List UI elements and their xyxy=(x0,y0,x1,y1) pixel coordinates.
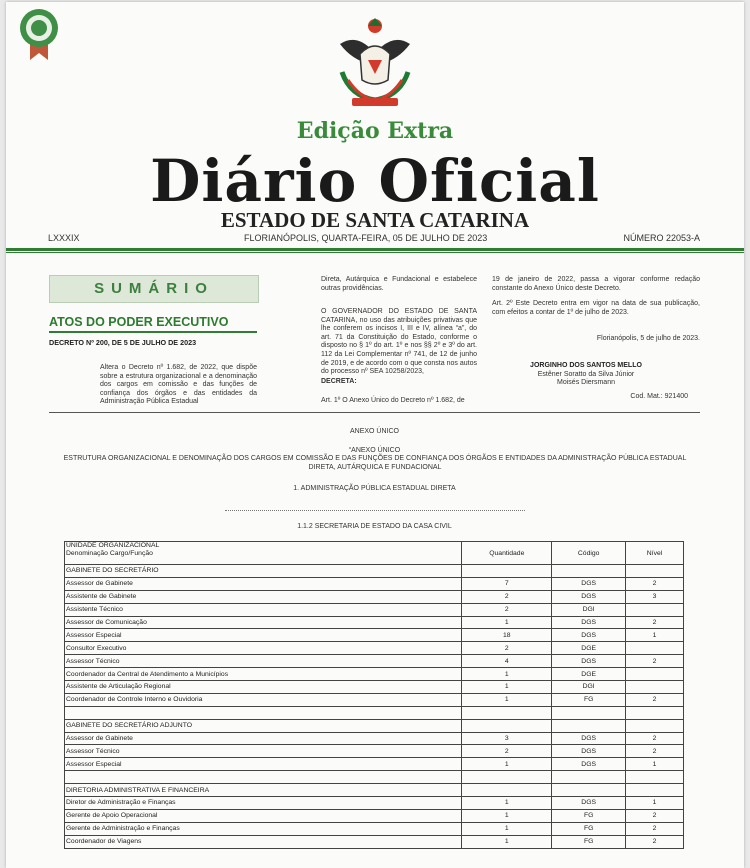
cell-level: 2 xyxy=(626,616,684,629)
cell-denomination: Assistente Técnico xyxy=(65,603,462,616)
cell-code: FG xyxy=(552,835,626,848)
section-row xyxy=(65,719,684,732)
volume-number: LXXXIX xyxy=(48,233,80,243)
blank-cell xyxy=(552,771,626,784)
annex-subpart: 1.1.2 SECRETARIA DE ESTADO DA CASA CIVIL xyxy=(297,523,452,530)
cell-denomination: Assessor de Gabinete xyxy=(65,732,462,745)
section-empty-cell xyxy=(462,565,552,578)
cell-denomination: Assessor Especial xyxy=(65,758,462,771)
cell-level: 1 xyxy=(626,797,684,810)
blank-row xyxy=(65,771,684,784)
table-row xyxy=(65,732,684,745)
cell-code: DGE xyxy=(552,668,626,681)
article-1-continued: 19 de janeiro de 2022, passa a vigorar conforme redação constante do Anexo Único deste Decreto. xyxy=(492,276,700,292)
cell-denomination: Assessor Técnico xyxy=(65,745,462,758)
cell-quantity: 2 xyxy=(462,745,552,758)
blank-cell xyxy=(626,706,684,719)
cell-code: FG xyxy=(552,822,626,835)
cell-code: DGS xyxy=(552,758,626,771)
cell-level xyxy=(626,681,684,694)
signer-3: Moisés Diersmann xyxy=(557,379,615,386)
cell-code: FG xyxy=(552,809,626,822)
cell-code: DGS xyxy=(552,616,626,629)
section-heading: ATOS DO PODER EXECUTIVO xyxy=(49,315,229,329)
cod-mat: Cod. Mat.: 921400 xyxy=(630,393,688,400)
table-row xyxy=(65,681,684,694)
cell-level: 1 xyxy=(626,629,684,642)
cell-level xyxy=(626,668,684,681)
header-unit xyxy=(65,542,462,565)
header-quantity: Quantidade xyxy=(462,542,552,565)
cell-denomination: Assistente de Gabinete xyxy=(65,590,462,603)
cell-quantity: 1 xyxy=(462,693,552,706)
table-row xyxy=(65,797,684,810)
coat-of-arms-icon xyxy=(330,14,420,112)
header-rule xyxy=(6,248,744,251)
cell-level: 2 xyxy=(626,577,684,590)
cell-denomination: Gerente de Administração e Finanças xyxy=(65,822,462,835)
cell-level xyxy=(626,642,684,655)
table-row xyxy=(65,693,684,706)
blank-cell xyxy=(552,706,626,719)
section-row xyxy=(65,565,684,578)
cell-level: 2 xyxy=(626,732,684,745)
table-row xyxy=(65,745,684,758)
decree-ementa: Altera o Decreto nº 1.682, de 2022, que dispõe sobre a estrutura organizacional e a denominação dos cargos em comissão e das funções de confiança dos órgãos e das entidades da Administração Pública Estadual xyxy=(100,364,257,406)
decree-preamble: O GOVERNADOR DO ESTADO DE SANTA CATARINA, no uso das atribuições privativas que lhe conferem os incisos I, III e IV, alínea “a”, do art. 71 da Constituição do Estado, conforme o disposto no § 1º do art. 1º e nos §§ 2º e 3º do art. 112 da Lei Complementar nº 741, de 12 de junho de 2019, e de acordo com o que consta nos autos do processo nº SEA 10258/2023, xyxy=(321,308,477,376)
annex-table xyxy=(64,541,684,849)
newspaper-title: Diário Oficial xyxy=(150,147,600,215)
cell-quantity: 1 xyxy=(462,809,552,822)
cell-quantity: 1 xyxy=(462,822,552,835)
table-row xyxy=(65,629,684,642)
cell-quantity: 1 xyxy=(462,681,552,694)
header-code: Código xyxy=(552,542,626,565)
cell-quantity: 2 xyxy=(462,590,552,603)
table-row xyxy=(65,603,684,616)
cell-level: 2 xyxy=(626,809,684,822)
cell-denomination: Gerente de Apoio Operacional xyxy=(65,809,462,822)
table-row xyxy=(65,835,684,848)
cell-quantity: 1 xyxy=(462,668,552,681)
section-empty-cell xyxy=(552,719,626,732)
section-empty-cell xyxy=(462,719,552,732)
section-empty-cell xyxy=(626,719,684,732)
cell-quantity: 1 xyxy=(462,616,552,629)
cell-level: 2 xyxy=(626,822,684,835)
cell-denomination: Assessor de Comunicação xyxy=(65,616,462,629)
cell-denomination: Assessor Especial xyxy=(65,629,462,642)
annex-heading-quoted: “ANEXO ÚNICO xyxy=(348,447,401,454)
cell-quantity: 1 xyxy=(462,797,552,810)
cell-code: DGS xyxy=(552,797,626,810)
signer-2: Estêner Soratto da Silva Júnior xyxy=(537,370,635,378)
blank-row xyxy=(65,706,684,719)
section-empty-cell xyxy=(552,784,626,797)
award-badge-icon xyxy=(18,6,60,62)
section-name: GABINETE DO SECRETÁRIO ADJUNTO xyxy=(65,719,462,732)
cell-quantity: 7 xyxy=(462,577,552,590)
cell-denomination: Assessor de Gabinete xyxy=(65,577,462,590)
cell-code: DGI xyxy=(552,681,626,694)
cell-level: 3 xyxy=(626,590,684,603)
cell-level: 2 xyxy=(626,745,684,758)
section-empty-cell xyxy=(626,784,684,797)
cell-code: DGS xyxy=(552,577,626,590)
cell-quantity: 2 xyxy=(462,603,552,616)
header-unit-label: UNIDADE ORGANIZACIONAL xyxy=(66,542,160,549)
table-row xyxy=(65,642,684,655)
section-empty-cell xyxy=(552,565,626,578)
cell-denomination: Assessor Técnico xyxy=(65,655,462,668)
blank-cell xyxy=(462,771,552,784)
cell-code: DGS xyxy=(552,655,626,668)
cell-quantity: 18 xyxy=(462,629,552,642)
section-name: GABINETE DO SECRETÁRIO xyxy=(65,565,462,578)
table-row xyxy=(65,758,684,771)
section-row xyxy=(65,784,684,797)
annex-part: 1. ADMINISTRAÇÃO PÚBLICA ESTADUAL DIRETA xyxy=(293,485,456,492)
cell-code: DGS xyxy=(552,629,626,642)
state-name: ESTADO DE SANTA CATARINA xyxy=(220,208,530,232)
cell-code: DGS xyxy=(552,590,626,603)
cell-denomination: Coordenador da Central de Atendimento a Municípios xyxy=(65,668,462,681)
cell-code: FG xyxy=(552,693,626,706)
annex-structure-title: ESTRUTURA ORGANIZACIONAL E DENOMINAÇÃO DOS CARGOS EM COMISSÃO E DAS FUNÇÕES DE CONFIANÇA DOS ÓRGÃOS E ENTIDADES DA ADMINISTRAÇÃO PÚBLICA ESTADUAL DIRETA, AUTÁRQUICA E FUNDACIONAL xyxy=(63,455,687,471)
blank-cell xyxy=(462,706,552,719)
cell-denomination: Diretor de Administração e Finanças xyxy=(65,797,462,810)
cell-code: DGS xyxy=(552,745,626,758)
cell-quantity: 4 xyxy=(462,655,552,668)
article-2: Art. 2º Este Decreto entra em vigor na data de sua publicação, com efeitos a contar de 1º de julho de 2023. xyxy=(492,300,700,316)
table-row xyxy=(65,577,684,590)
annex-heading: ANEXO ÚNICO xyxy=(349,428,399,435)
cell-code: DGE xyxy=(552,642,626,655)
cell-level: 2 xyxy=(626,655,684,668)
cell-quantity: 1 xyxy=(462,758,552,771)
article-1: Art. 1º O Anexo Único do Decreto nº 1.682, de xyxy=(321,397,465,404)
decree-ementa-end: Direta, Autárquica e Fundacional e estabelece outras providências. xyxy=(321,276,477,292)
table-row xyxy=(65,655,684,668)
cell-denomination: Assistente de Articulação Regional xyxy=(65,681,462,694)
cell-level: 1 xyxy=(626,758,684,771)
cell-denomination: Coordenador de Controle Interno e Ouvidoria xyxy=(65,693,462,706)
cell-code: DGS xyxy=(552,732,626,745)
blank-cell xyxy=(65,771,462,784)
summary-box: SUMÁRIO xyxy=(49,275,259,303)
header-level: Nível xyxy=(626,542,684,565)
section-empty-cell xyxy=(462,784,552,797)
cell-quantity: 1 xyxy=(462,835,552,848)
table-row xyxy=(65,668,684,681)
table-row xyxy=(65,616,684,629)
header-denom-label: Denominação Cargo/Função xyxy=(66,550,153,557)
cell-denomination: Coordenador de Viagens xyxy=(65,835,462,848)
cell-level: 2 xyxy=(626,835,684,848)
table-header-row xyxy=(65,542,684,565)
place-date: FLORIANÓPOLIS, QUARTA-FEIRA, 05 DE JULHO DE 2023 xyxy=(244,233,488,243)
table-row xyxy=(65,590,684,603)
section-rule xyxy=(49,331,257,333)
decree-date: Florianópolis, 5 de julho de 2023. xyxy=(596,335,700,342)
cell-denomination: Consultor Executivo xyxy=(65,642,462,655)
blank-cell xyxy=(626,771,684,784)
table-row xyxy=(65,809,684,822)
issue-number: NÚMERO 22053-A xyxy=(623,233,700,243)
blank-cell xyxy=(65,706,462,719)
header-rule-thin xyxy=(6,252,744,253)
cell-code: DGI xyxy=(552,603,626,616)
cell-level: 2 xyxy=(626,693,684,706)
table-row xyxy=(65,822,684,835)
cell-quantity: 3 xyxy=(462,732,552,745)
section-name: DIRETORIA ADMINISTRATIVA E FINANCEIRA xyxy=(65,784,462,797)
signature-block xyxy=(492,362,680,388)
dotted-separator xyxy=(225,510,525,511)
cell-level xyxy=(626,603,684,616)
section-empty-cell xyxy=(626,565,684,578)
cell-quantity: 2 xyxy=(462,642,552,655)
decree-title: DECRETO Nº 200, DE 5 DE JULHO DE 2023 xyxy=(49,338,197,347)
decreta-label: DECRETA: xyxy=(321,378,357,385)
annex-divider xyxy=(49,412,700,413)
signer-governor: JORGINHO DOS SANTOS MELLO xyxy=(530,362,642,369)
edition-label: Edição Extra xyxy=(296,118,454,144)
